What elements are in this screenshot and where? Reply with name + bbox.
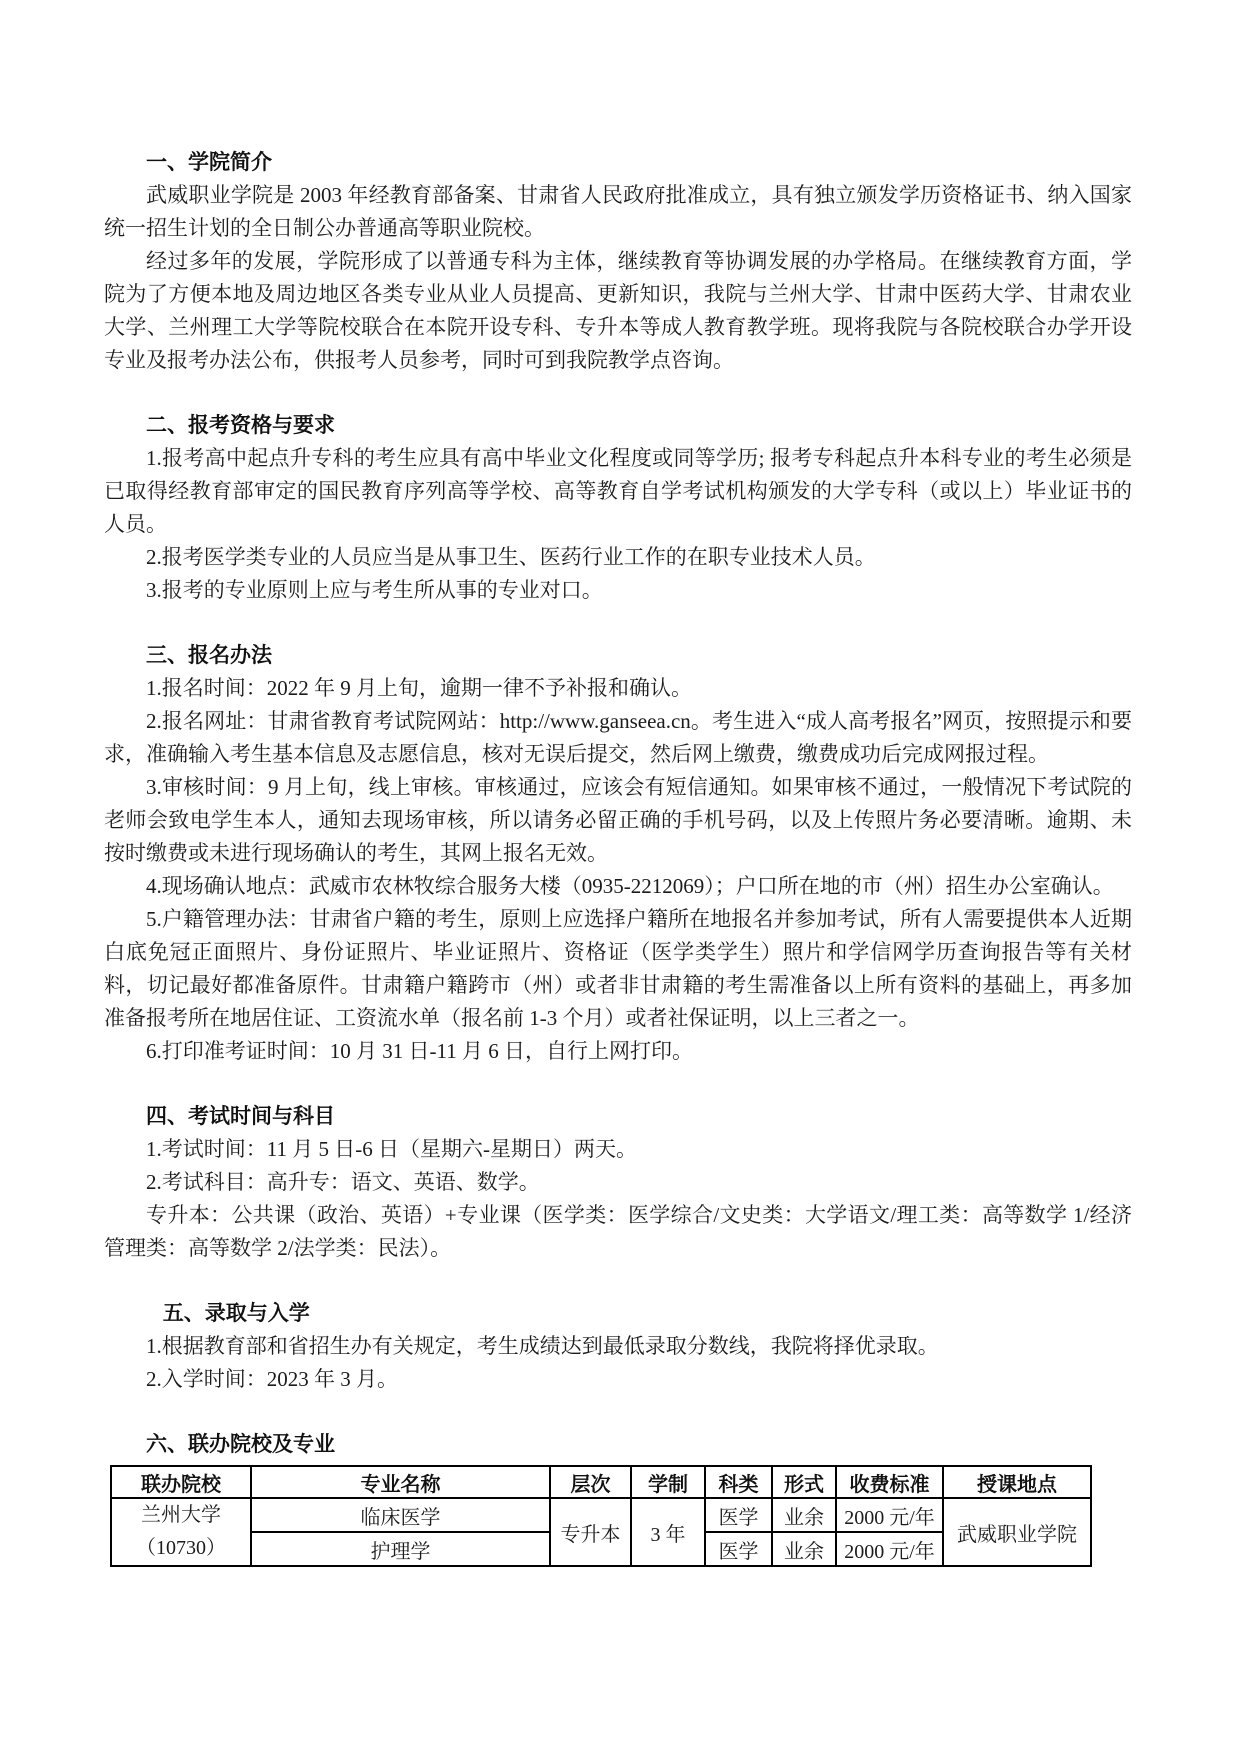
cell-school — [111, 1498, 251, 1566]
header-category: 科类 — [705, 1466, 772, 1498]
paragraph-registration-6: 6.打印准考证时间：10 月 31 日-11 月 6 日，自行上网打印。 — [146, 1039, 693, 1063]
cell-location: 武威职业学院 — [943, 1498, 1091, 1566]
paragraph-registration-3: 3.审核时间：9 月上旬，线上审核。审核通过，应该会有短信通知。如果审核不通过，一般情况下考试院的老师会致电学生本人，通知去现场审核，所以请务必留正确的手机号码，以及上传照片务必要清晰。逾期、未按时缴费或未进行现场确认的考生，其网上报名无效。 — [104, 775, 1132, 865]
paragraph-registration-4: 4.现场确认地点：武威市农林牧综合服务大楼（0935-2212069）；户口所在地的市（州）招生办公室确认。 — [146, 874, 1114, 898]
header-location: 授课地点 — [943, 1466, 1091, 1498]
cell-major: 临床医学 — [251, 1498, 550, 1532]
paragraph-intro-2: 经过多年的发展，学院形成了以普通专科为主体，继续教育等协调发展的办学格局。在继续教育方面，学院为了方便本地及周边地区各类专业从业人员提高、更新知识，我院与兰州大学、甘肃中医药大学、甘肃农业大学、兰州理工大学等院校联合在本院开设专科、专升本等成人教育教学班。现将我院与各院校联合办学开设专业及报考办法公布，供报考人员参考，同时可到我院教学点咨询。 — [104, 249, 1132, 372]
section-heading-admission: 五、录取与入学 — [162, 1302, 310, 1325]
header-level: 层次 — [550, 1466, 631, 1498]
header-school: 联办院校 — [111, 1466, 251, 1498]
paragraph-exam-3: 专升本：公共课（政治、英语）+专业课（医学类：医学综合/文史类：大学语文/理工类：高等数学 1/经济管理类：高等数学 2/法学类：民法）。 — [104, 1203, 1132, 1260]
section-college-intro — [104, 146, 1132, 377]
section-admission — [104, 1297, 1132, 1396]
section-exam — [104, 1100, 1132, 1265]
school-code: （10730） — [136, 1537, 226, 1559]
paragraph-registration-2: 2.报名网址：甘肃省教育考试院网站：http://www.ganseea.cn。考生进入“成人高考报名”网页，按照提示和要求，准确输入考生基本信息及志愿信息，核对无误后提交，然后网上缴费，缴费成功后完成网报过程。 — [104, 709, 1132, 766]
section-heading-qualifications: 二、报考资格与要求 — [146, 414, 335, 437]
section-heading-partner-schools: 六、联办院校及专业 — [146, 1433, 335, 1456]
partner-table-container — [110, 1465, 1132, 1567]
cell-major: 护理学 — [251, 1532, 550, 1566]
cell-level: 专升本 — [550, 1498, 631, 1566]
header-fee: 收费标准 — [836, 1466, 943, 1498]
cell-form: 业余 — [772, 1532, 836, 1566]
paragraph-exam-2: 2.考试科目：高升专：语文、英语、数学。 — [146, 1170, 540, 1194]
section-partner-schools — [104, 1428, 1132, 1567]
cell-duration: 3 年 — [631, 1498, 705, 1566]
section-heading-exam: 四、考试时间与科目 — [146, 1105, 335, 1128]
section-heading-registration: 三、报名办法 — [146, 644, 272, 667]
paragraph-admission-1: 1.根据教育部和省招生办有关规定，考生成绩达到最低录取分数线，我院将择优录取。 — [146, 1334, 939, 1358]
cell-fee: 2000 元/年 — [836, 1498, 943, 1532]
paragraph-qualification-1: 1.报考高中起点升专科的考生应具有高中毕业文化程度或同等学历; 报考专科起点升本科专业的考生必须是已取得经教育部审定的国民教育序列高等学校、高等教育自学考试机构颁发的大学专科（或以上）毕业证书的人员。 — [104, 446, 1132, 536]
section-qualifications — [104, 409, 1132, 607]
section-registration — [104, 639, 1132, 1068]
section-heading-college-intro: 一、学院简介 — [146, 151, 272, 174]
header-major: 专业名称 — [251, 1466, 550, 1498]
header-form: 形式 — [772, 1466, 836, 1498]
paragraph-registration-5: 5.户籍管理办法：甘肃省户籍的考生，原则上应选择户籍所在地报名并参加考试，所有人需要提供本人近期白底免冠正面照片、身份证照片、毕业证照片、资格证（医学类学生）照片和学信网学历查询报告等有关材料，切记最好都准备原件。甘肃籍户籍跨市（州）或者非甘肃籍的考生需准备以上所有资料的基础上，再多加准备报考所在地居住证、工资流水单（报名前 1-3 个月）或者社保证明，以上三者之一。 — [104, 907, 1132, 1030]
school-name: 兰州大学 — [141, 1504, 221, 1526]
paragraph-intro-1: 武威职业学院是 2003 年经教育部备案、甘肃省人民政府批准成立，具有独立颁发学历资格证书、纳入国家统一招生计划的全日制公办普通高等职业院校。 — [104, 183, 1132, 240]
paragraph-admission-2: 2.入学时间：2023 年 3 月。 — [146, 1367, 398, 1391]
cell-category: 医学 — [705, 1532, 772, 1566]
partner-schools-table — [110, 1465, 1092, 1567]
header-duration: 学制 — [631, 1466, 705, 1498]
paragraph-qualification-2: 2.报考医学类专业的人员应当是从事卫生、医药行业工作的在职专业技术人员。 — [146, 545, 876, 569]
paragraph-exam-1: 1.考试时间：11 月 5 日-6 日（星期六-星期日）两天。 — [146, 1137, 637, 1161]
cell-fee: 2000 元/年 — [836, 1532, 943, 1566]
table-header-row — [111, 1466, 1091, 1498]
cell-category: 医学 — [705, 1498, 772, 1532]
cell-form: 业余 — [772, 1498, 836, 1532]
paragraph-registration-1: 1.报名时间：2022 年 9 月上旬，逾期一律不予补报和确认。 — [146, 676, 692, 700]
table-row — [111, 1498, 1091, 1532]
paragraph-qualification-3: 3.报考的专业原则上应与考生所从事的专业对口。 — [146, 578, 603, 602]
